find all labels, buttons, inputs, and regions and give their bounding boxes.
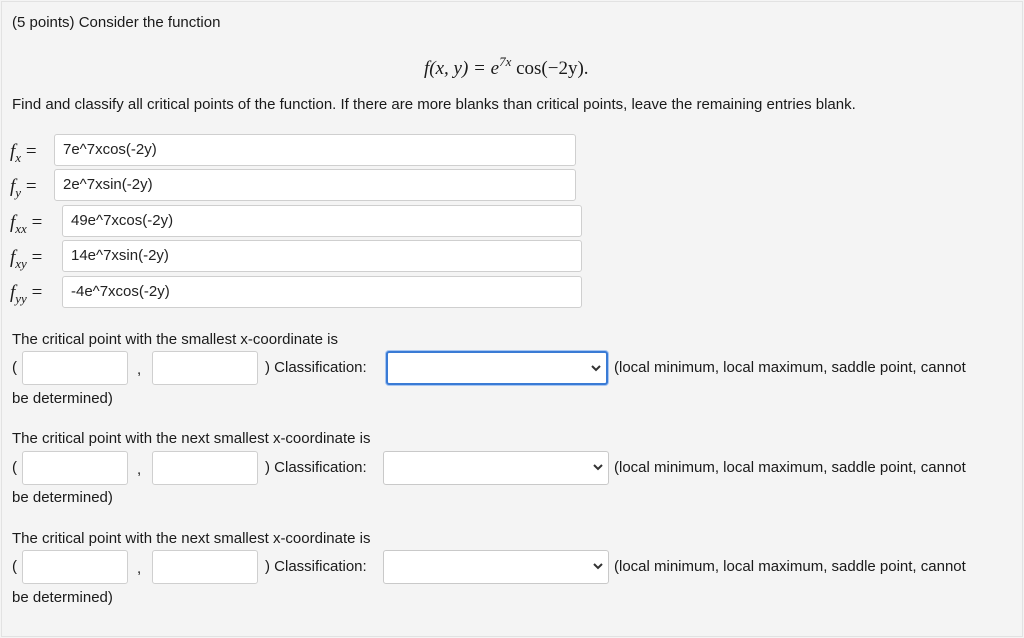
classification-hint: (local minimum, local maximum, saddle point, cannot bbox=[614, 459, 966, 476]
classification-hint-cont: be determined) bbox=[12, 589, 113, 606]
fx-label: $f_x$ = bbox=[10, 141, 37, 165]
classification-hint: (local minimum, local maximum, saddle point, cannot bbox=[614, 558, 966, 575]
fxx-label: $f_{xx}$ = bbox=[10, 212, 43, 236]
critical-point-1-heading: The critical point with the smallest x-coordinate is bbox=[12, 331, 338, 348]
critical-point-3-classification-select[interactable] bbox=[383, 550, 609, 584]
classification-label: ) Classification: bbox=[265, 459, 367, 476]
comma: , bbox=[137, 361, 142, 378]
critical-point-3-heading: The critical point with the next smallest x-coordinate is bbox=[12, 530, 371, 547]
function-lhs: f(x, y) = e bbox=[424, 58, 500, 79]
fyy-answer-field[interactable]: -4e^7xcos(-2y) bbox=[62, 276, 582, 308]
critical-point-3-x-input[interactable] bbox=[22, 550, 128, 584]
instructions: Find and classify all critical points of the function. If there are more blanks than critical points, leave the remaining entries blank. bbox=[12, 96, 856, 113]
comma: , bbox=[137, 560, 142, 577]
fxy-label: $f_{xy}$ = bbox=[10, 247, 43, 271]
open-paren: ( bbox=[12, 558, 17, 575]
open-paren: ( bbox=[12, 459, 17, 476]
critical-point-3-y-input[interactable] bbox=[152, 550, 258, 584]
classification-label: ) Classification: bbox=[265, 558, 367, 575]
comma: , bbox=[137, 461, 142, 478]
chevron-down-icon bbox=[592, 560, 604, 572]
fy-answer-field[interactable]: 2e^7xsin(-2y) bbox=[54, 169, 576, 201]
chevron-down-icon bbox=[592, 461, 604, 473]
open-paren: ( bbox=[12, 359, 17, 376]
classification-hint: (local minimum, local maximum, saddle point, cannot bbox=[614, 359, 966, 376]
critical-point-2-x-input[interactable] bbox=[22, 451, 128, 485]
critical-point-2-y-input[interactable] bbox=[152, 451, 258, 485]
function-rhs: cos(−2y). bbox=[511, 58, 589, 79]
fx-answer-field[interactable]: 7e^7xcos(-2y) bbox=[54, 134, 576, 166]
critical-point-2-heading: The critical point with the next smallest x-coordinate is bbox=[12, 430, 371, 447]
classification-label: ) Classification: bbox=[265, 359, 367, 376]
chevron-down-icon bbox=[590, 362, 602, 374]
critical-point-1-classification-select[interactable] bbox=[386, 351, 608, 385]
fxx-answer-field[interactable]: 49e^7xcos(-2y) bbox=[62, 205, 582, 237]
function-exponent: 7x bbox=[499, 54, 512, 69]
critical-point-1-x-input[interactable] bbox=[22, 351, 128, 385]
classification-hint-cont: be determined) bbox=[12, 489, 113, 506]
critical-point-2-classification-select[interactable] bbox=[383, 451, 609, 485]
fxy-answer-field[interactable]: 14e^7xsin(-2y) bbox=[62, 240, 582, 272]
fy-label: $f_y$ = bbox=[10, 176, 37, 200]
classification-hint-cont: be determined) bbox=[12, 390, 113, 407]
fyy-label: $f_{yy}$ = bbox=[10, 282, 43, 306]
question-header: (5 points) Consider the function bbox=[12, 14, 221, 31]
function-definition bbox=[424, 54, 589, 80]
critical-point-1-y-input[interactable] bbox=[152, 351, 258, 385]
